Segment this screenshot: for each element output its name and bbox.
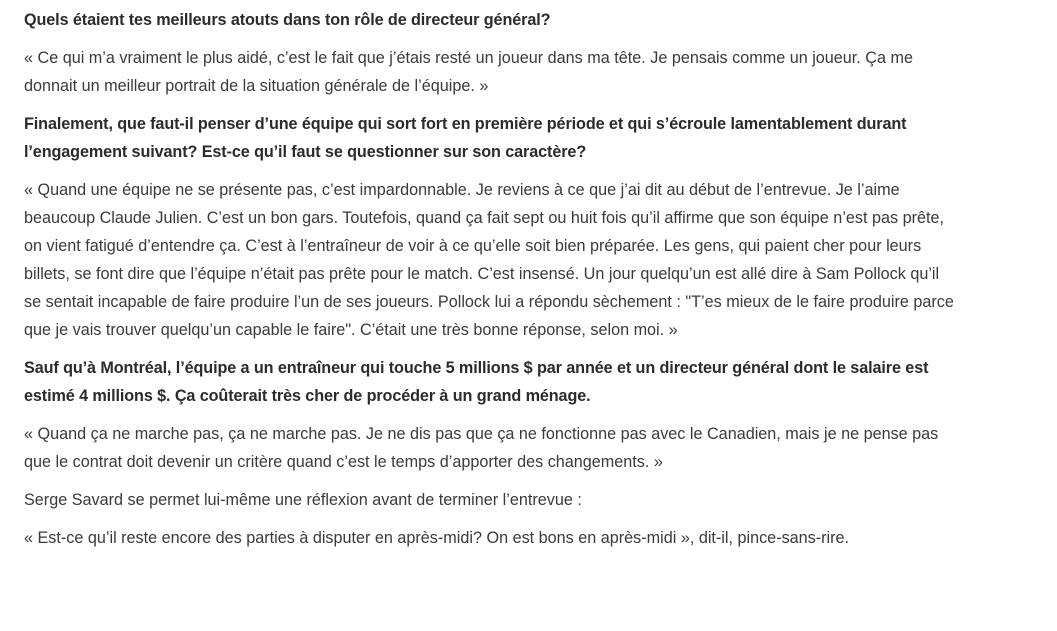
interview-answer: « Ce qui m’a vraiment le plus aidé, c’est le fait que j’étais resté un joueur dans ma tête. Je pensais comme un joueur. Ça me donnait un meilleur portrait de la situation générale de l’équipe. »: [24, 49, 913, 95]
interview-question: Quels étaient tes meilleurs atouts dans ton rôle de directeur général?: [24, 11, 551, 29]
interview-question: Finalement, que faut-il penser d’une équipe qui sort fort en première période et qui s’écroule lamentablement durant l’engagement suivant? Est-ce qu’il faut se questionner sur son caractère?: [24, 115, 907, 161]
interview-answer: « Quand une équipe ne se présente pas, c’est impardonnable. Je reviens à ce que j’ai dit au début de l’entrevue. Je l’aime beaucoup Claude Julien. C’est un bon gars. Toutefois, quand ça fait sept ou huit fois qu’il affirme que son équipe n’est pas prête, on vient fatigué d’entendre ça. C’est à l’entraîneur de voir à ce qu’elle soit bien préparée. Les gens, qui paient cher pour leurs billets, se font dire que l’équipe n’était pas prête pour le match. C’est insensé. Un jour quelqu’un est allé dire à Sam Pollock qu’il se sentait incapable de faire produire l’un de ses joueurs. Pollock lui a répondu sèchement : "T’es mieux de le faire produire parce que je vais trouver quelqu’un capable le faire". C’était une très bonne réponse, selon moi. »: [24, 181, 954, 339]
interview-answer: « Quand ça ne marche pas, ça ne marche pas. Je ne dis pas que ça ne fonctionne pas avec le Canadien, mais je ne pense pas que le contrat doit devenir un critère quand c’est le temps d’apporter des changements. »: [24, 425, 939, 471]
interview-answer: « Est-ce qu’il reste encore des parties à disputer en après-midi? On est bons en après-midi », dit-il, pince-sans-rire.: [24, 529, 850, 547]
interview-question: Sauf qu’à Montréal, l’équipe a un entraîneur qui touche 5 millions $ par année et un directeur général dont le salaire est estimé 4 millions $. Ça coûterait très cher de procéder à un grand ménage.: [24, 359, 929, 405]
narration-paragraph: Serge Savard se permet lui-même une réflexion avant de terminer l’entrevue :: [24, 491, 582, 509]
